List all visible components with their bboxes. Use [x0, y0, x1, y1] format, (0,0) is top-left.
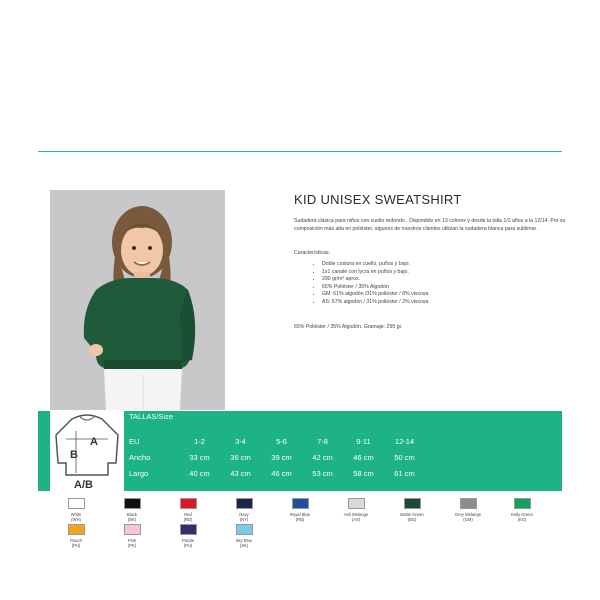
size-row-length [129, 465, 425, 481]
color-swatch-black[interactable] [102, 498, 162, 522]
color-swatch-red[interactable] [158, 498, 218, 522]
color-swatch-white[interactable] [46, 498, 106, 522]
color-chip [404, 498, 421, 509]
size-header-cell: 3-4 [235, 436, 246, 446]
color-chip [124, 524, 141, 535]
size-cell: 46 cm [271, 468, 292, 478]
color-code: (KG) [517, 517, 527, 522]
color-code: (WH) [71, 517, 81, 522]
color-chip [68, 498, 85, 509]
color-name: Red [184, 512, 192, 517]
size-cell: 58 cm [353, 468, 374, 478]
size-cell: 36 cm [230, 452, 251, 462]
size-cell: 50 cm [394, 452, 415, 462]
composition-text: 65% Poliéster / 35% Algodón. Gramaje: 290 gr. [294, 324, 403, 330]
size-header-label: EU [129, 436, 140, 446]
characteristic-item: • Doble costura en cuello, puños y bajo. [322, 261, 428, 269]
size-row-width [129, 449, 425, 465]
diagram-label-a: A [90, 436, 98, 448]
color-chip [180, 524, 197, 535]
color-swatch-grey-melange[interactable] [438, 498, 498, 522]
size-cell: 53 cm [312, 468, 333, 478]
size-header-cell: 5-6 [276, 436, 287, 446]
color-name: Navy [239, 512, 249, 517]
size-cell: 40 cm [189, 468, 210, 478]
characteristic-item: • GM: 61% algodón /31% poliéster / 8% viscosa [322, 291, 428, 299]
color-name: Kelly Green [511, 512, 533, 517]
color-code: (BG) [407, 517, 417, 522]
product-description: Sudadera clásica para niños con cuello redondo . Disponible en 13 colores y desde la talla 1/2 años a la 12/14. Por su composición más alta en poliéster, algunos de nuestros clientes utilizan la sudadera blanca para sublimar . [294, 218, 566, 232]
color-code: (RB) [295, 517, 305, 522]
color-name: Sky Blue [235, 538, 253, 543]
color-code: (BK) [127, 517, 137, 522]
header-divider [38, 151, 562, 152]
characteristic-item: • 65% Poliéster / 35% Algodón [322, 284, 428, 292]
size-cell: 61 cm [394, 468, 415, 478]
color-swatch-purple[interactable] [158, 524, 218, 548]
color-chip [236, 524, 253, 535]
color-chip [236, 498, 253, 509]
color-chip [514, 498, 531, 509]
color-name: Purple [181, 538, 195, 543]
color-code: (RD) [183, 517, 193, 522]
color-chip [124, 498, 141, 509]
color-code: (PK) [127, 543, 137, 548]
color-name: Grey Melange [454, 512, 482, 517]
diagram-label-b: B [70, 449, 78, 461]
color-swatch-navy[interactable] [214, 498, 274, 522]
color-chip [68, 524, 85, 535]
color-code: (PU) [183, 543, 193, 548]
characteristics-list [312, 261, 428, 307]
color-swatch-kelly-green[interactable] [492, 498, 552, 522]
size-header-cell: 9-11 [356, 436, 371, 446]
diagram-label-ab: A/B [74, 479, 93, 491]
color-chip [348, 498, 365, 509]
characteristics-label: Características: [294, 250, 331, 256]
product-title: KID UNISEX SWEATSHIRT [294, 192, 462, 207]
size-row-label: Ancho [129, 452, 151, 462]
sizes-title: TALLAS/Size [129, 412, 174, 421]
size-cell: 42 cm [312, 452, 333, 462]
color-swatch-royal-blue[interactable] [270, 498, 330, 522]
color-swatch-pink[interactable] [102, 524, 162, 548]
color-name: Ash Melange [343, 512, 369, 517]
size-row-label: Largo [129, 468, 149, 478]
size-table [129, 433, 425, 481]
color-code: (GM) [463, 517, 473, 522]
color-name: Bottle Green [400, 512, 424, 517]
color-swatch-peach[interactable] [46, 524, 106, 548]
color-swatch-bottle-green[interactable] [382, 498, 442, 522]
size-diagram [50, 411, 124, 491]
color-chip [460, 498, 477, 509]
color-code: (PH) [71, 543, 81, 548]
color-chip [180, 498, 197, 509]
size-header-row [129, 433, 425, 449]
color-name: Peach [70, 538, 82, 543]
characteristic-item: • 1x1 canalé con lycra en puños y bajo. [322, 269, 428, 277]
color-name: White [70, 512, 82, 517]
size-cell: 39 cm [271, 452, 292, 462]
size-cell: 46 cm [353, 452, 374, 462]
color-code: (AS) [351, 517, 361, 522]
characteristic-item: • AS: 67% algodón / 31% poliéster / 2% viscosa [322, 299, 428, 307]
size-header-cell: 7-8 [317, 436, 328, 446]
size-header-cell: 12-14 [394, 436, 415, 446]
color-code: (SK) [239, 543, 249, 548]
size-cell: 33 cm [189, 452, 210, 462]
color-name: Royal Blue [289, 512, 311, 517]
color-code: (NY) [239, 517, 249, 522]
color-swatch-sky-blue[interactable] [214, 524, 274, 548]
size-cell: 43 cm [230, 468, 251, 478]
characteristic-item: • 290 gr/m² aprox. [322, 276, 428, 284]
size-header-cell: 1-2 [194, 436, 205, 446]
color-name: Black [126, 512, 138, 517]
color-chip [292, 498, 309, 509]
color-name: Pink [127, 538, 137, 543]
product-photo [50, 190, 225, 410]
color-swatch-ash-melange[interactable] [326, 498, 386, 522]
